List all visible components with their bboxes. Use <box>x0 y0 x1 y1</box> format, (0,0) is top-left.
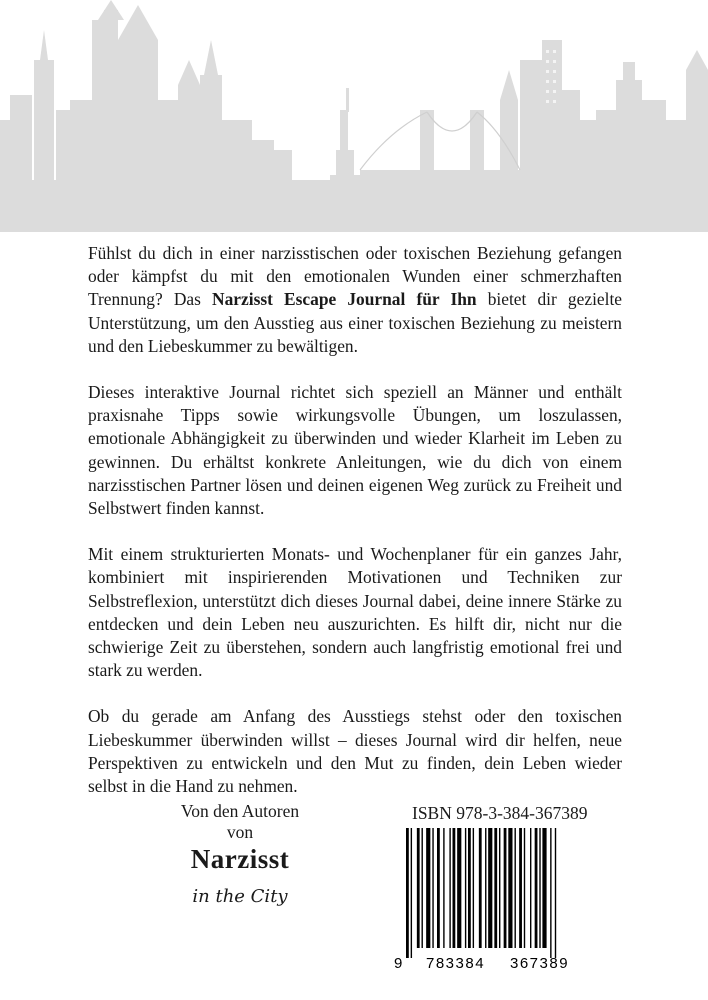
barcode-bar <box>515 828 516 948</box>
blurb-paragraph-1: Fühlst du dich in einer narzisstischen oder toxischen Beziehung gefangen oder kämpfst du mit den emotionalen Wunden einer schmerzhaften Trennung? Das Narzisst Escape Journal für Ihn bietet dir gezielte Unterstützung, um den Ausstieg aus einer toxischen Beziehung zu meistern und den Liebeskummer zu bewältigen. <box>88 243 622 356</box>
barcode-bar <box>535 828 538 948</box>
authors-line-2: von <box>226 822 254 842</box>
authors-brand-name: Narzisst <box>190 844 290 874</box>
city-skyline-illustration <box>0 0 708 232</box>
barcode-bar <box>437 828 440 948</box>
barcode-bar <box>449 828 450 948</box>
authors-logo <box>150 800 330 914</box>
isbn-label: ISBN 978-3-384-367389 <box>412 803 588 823</box>
barcode-bar <box>479 828 482 948</box>
barcode-bar <box>508 828 512 948</box>
barcode-bar <box>555 828 556 958</box>
barcode-bar <box>468 828 471 948</box>
barcode-bar <box>550 828 551 958</box>
barcode-bar <box>485 828 486 948</box>
barcode-bar <box>524 828 525 948</box>
barcode-bar <box>426 828 430 948</box>
barcode-bar <box>443 828 444 948</box>
barcode-bar <box>411 828 412 958</box>
barcode-bar <box>457 828 461 948</box>
isbn-barcode <box>392 828 604 972</box>
barcode-bar <box>488 828 492 948</box>
blurb-paragraph-4: Ob du gerade am Anfang des Ausstiegs stehst oder den toxischen Liebeskummer überwinden willst – dieses Journal wird dir helfen, neue Perspektiven zu entwickeln und den Mut zu finden, dein Leben wieder selbst in die Hand zu nehmen. <box>88 706 622 797</box>
barcode-bar <box>465 828 466 948</box>
blurb-paragraph-2: Dieses interaktive Journal richtet sich speziell an Männer und enthält praxisnahe Tipps sowie wirkungsvolle Übungen, um loszulassen, emotionale Abhängigkeit zu überwinden und wieder Klarheit im Leben zu gewinnen. Du erhältst konkrete Anleitungen, wie du dich von einem narzisstischen Partner lösen und deinen eigenen Weg zurück zu Freiheit und Selbstwert finden kannst. <box>88 382 622 519</box>
barcode-bar <box>422 828 423 948</box>
barcode-bar <box>519 828 522 948</box>
blurb-paragraph-3: Mit einem strukturierten Monats- und Wochenplaner für ein ganzes Jahr, kombiniert mit inspirierenden Motivationen und Techniken zur Selbstreflexion, unterstützt dich dieses Journal dabei, deine innere Stärke zu entdecken und dein Leben neu auszurichten. Es hilft dir, nicht nur die schwierige Zeit zu überstehen, sondern auch langfristig emotional frei und stark zu werden. <box>88 544 622 681</box>
barcode-bar <box>504 828 507 948</box>
barcode-bar <box>530 828 531 948</box>
book-title-bold: Narzisst Escape Journal für Ihn <box>212 289 477 310</box>
barcode-bar <box>406 828 409 958</box>
barcode-bar <box>417 828 420 948</box>
barcode-bar <box>473 828 474 948</box>
authors-line-1: Von den Autoren <box>180 801 300 821</box>
barcode-bar <box>539 828 540 948</box>
barcode-group-right: 367389 <box>510 955 570 972</box>
back-cover-blurb <box>88 242 622 821</box>
barcode-bar <box>494 828 497 948</box>
barcode-bar <box>542 828 546 948</box>
barcode-bar <box>499 828 500 948</box>
barcode-bar <box>453 828 456 948</box>
barcode-group-left: 783384 <box>426 955 486 972</box>
barcode-bar <box>432 828 433 948</box>
barcode-digit-lead: 9 <box>394 955 403 972</box>
authors-brand-tagline: in the City <box>192 886 288 907</box>
